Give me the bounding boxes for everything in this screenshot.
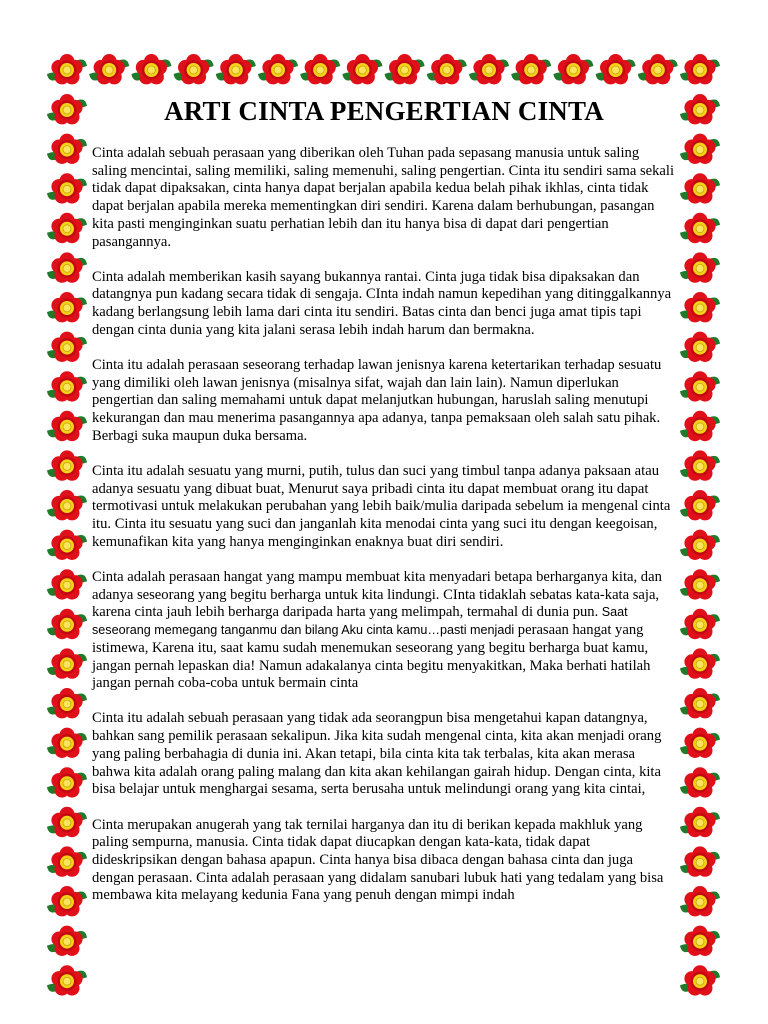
red-flower-icon (47, 292, 87, 322)
red-flower-icon (680, 728, 720, 758)
red-flower-icon (47, 332, 87, 362)
red-flower-icon (174, 54, 214, 84)
red-flower-icon (47, 134, 87, 164)
document-body (92, 93, 676, 923)
red-flower-icon (553, 54, 593, 84)
red-flower-icon (680, 886, 720, 916)
red-flower-icon (680, 54, 720, 84)
red-flower-icon (47, 54, 87, 84)
paragraph-5-sans-text: Saat seseorang memegang tanganmu dan bilang Aku cinta kamu…pasti menjadi (92, 605, 628, 638)
paragraph-5-tail-text: perasaan hangat yang istimewa, Karena itu, saat kamu sudah menemukan seseorang yang begitu berharga buat kamu, jangan pernah lepaskan dia! Namun adakalanya cinta begitu menyakitkan, Maka berhati hatilah jangan pernah coba-coba untuk bermain cinta (92, 622, 651, 692)
red-flower-icon (47, 490, 87, 520)
red-flower-icon (47, 767, 87, 797)
red-flower-icon (47, 965, 87, 995)
red-flower-icon (47, 252, 87, 282)
red-flower-icon (216, 54, 256, 84)
paragraph-6: Cinta itu adalah sebuah perasaan yang tidak ada seorangpun bisa mengetahui kapan datangnya, bahkan sang pemilik perasaan sekalipun. Jika kita sudah mengenal cinta, kita akan menjadi orang yang paling berbahagia di dunia ini. Akan tetapi, bila cinta kita tak terbalas, kita akan merasa bahwa kita adalah orang paling malang dan kita akan kehilangan gairah hidup. Dengan cinta, kita bisa belajar untuk menghargai sesama, serta berusaha untuk melindungi orang yang kita cintai, (92, 710, 662, 798)
red-flower-icon (680, 648, 720, 678)
paragraph-7: Cinta merupakan anugerah yang tak ternilai harganya dan itu di berikan kepada makhluk yang paling sempurna, manusia. Cinta tidak dapat diucapkan dengan kata-kata, tidak dapat dideskripsikan dengan bahasa apapun. Cinta hanya bisa dibaca dengan bahasa cinta dan juga dengan perasaan. Cinta adalah perasaan yang didalam sanubari lubuk hati yang tedalam yang bisa membawa kita melayang kedunia Fana yang penuh dengan mimpi indah (92, 816, 664, 904)
red-flower-icon (680, 965, 720, 995)
red-flower-icon (680, 688, 720, 718)
page-title: ARTI CINTA PENGERTIAN CINTA (164, 96, 604, 126)
red-flower-icon (511, 54, 551, 84)
red-flower-icon (680, 292, 720, 322)
red-flower-icon (47, 807, 87, 837)
red-flower-icon (47, 648, 87, 678)
red-flower-icon (47, 213, 87, 243)
red-flower-icon (680, 846, 720, 876)
red-flower-icon (300, 54, 340, 84)
red-flower-icon (680, 371, 720, 401)
red-flower-icon (680, 807, 720, 837)
red-flower-icon (680, 926, 720, 956)
paragraph-5-text: Cinta adalah perasaan hangat yang mampu membuat kita menyadari betapa berharganya kita, dan adanya seseorang yang begitu berharga untuk kita lindungi. CInta tidaklah sebatas kata-kata saja, karena cinta jauh lebih berharga daripada harta yang melimpah, termahal di dunia pun. (92, 569, 662, 621)
paragraph-4: Cinta itu adalah sesuatu yang murni, putih, tulus dan suci yang timbul tanpa adanya paksaan atau adanya sesuatu yang dibuat buat, Menurut saya pribadi cinta itu dapat membuat orang itu dapat termotivasi untuk melakukan perubahan yang lebih baik/mulia daripada sebelum ia mengenal cinta itu. Cinta itu sesuatu yang suci dan janganlah kita menodai cinta yang suci itu dengan keegoisan, kemunafikan kita yang hanya menginginkan enaknya buat diri sendiri. (92, 463, 671, 550)
red-flower-icon (47, 926, 87, 956)
red-flower-icon (47, 450, 87, 480)
paragraph-5 (92, 569, 676, 693)
paragraph-1: Cinta adalah sebuah perasaan yang diberikan oleh Tuhan pada sepasang manusia untuk saling saling mencintai, saling memiliki, saling memenuhi, saling pengertian. Cinta itu sendiri sama sekali tidak dapat dipaksakan, cinta hanya dapat berjalan apabila kedua belah pihak ikhlas, cinta tidak dapat berjalan apabila mereka mementingkan diri sendiri. Karena dalam berhubungan, pasangan kita pasti menginginkan suatu perhatian lebih dan itu hanya bisa di dapat dari pengertian pasangannya. (92, 145, 675, 250)
red-flower-icon (258, 54, 298, 84)
red-flower-icon (680, 252, 720, 282)
red-flower-icon (47, 530, 87, 560)
red-flower-icon (47, 94, 87, 124)
red-flower-icon (680, 94, 720, 124)
red-flower-icon (47, 173, 87, 203)
red-flower-icon (680, 450, 720, 480)
paragraph-3: Cinta itu adalah perasaan seseorang terhadap lawan jenisnya karena ketertarikan terhadap sesuatu yang dimiliki oleh lawan jenisnya (misalnya sifat, wajah dan lain lain). Namun diperlukan pengertian dan saling memahami untuk dapat melanjutkan hubungan, haruslah saling menutupi kekurangan dan mau menerima pasangannya apa adanya, tanpa pemaksaan oleh salah satu pihak. Berbagi suka maupun duka bersama. (92, 357, 662, 444)
red-flower-icon (47, 371, 87, 401)
red-flower-icon (89, 54, 129, 84)
red-flower-icon (342, 54, 382, 84)
red-flower-icon (680, 134, 720, 164)
red-flower-icon (680, 530, 720, 560)
red-flower-icon (47, 569, 87, 599)
red-flower-icon (47, 728, 87, 758)
paragraph-2: Cinta adalah memberikan kasih sayang bukannya rantai. Cinta juga tidak bisa dipaksakan dan datangnya pun kadang secara tidak di sengaja. CInta indah namun kepedihan yang ditinggalkannya kadang berlangsung lebih lama dari cinta itu sendiri. Batas cinta dan benci juga amat tipis tapi dengan cinta dunia yang kita jalani serasa lebih indah harum dan bermakna. (92, 268, 672, 338)
red-flower-icon (680, 767, 720, 797)
red-flower-icon (680, 173, 720, 203)
red-flower-icon (47, 886, 87, 916)
red-flower-icon (680, 609, 720, 639)
red-flower-icon (47, 411, 87, 441)
red-flower-icon (427, 54, 467, 84)
red-flower-icon (638, 54, 678, 84)
red-flower-icon (47, 688, 87, 718)
red-flower-icon (131, 54, 171, 84)
red-flower-icon (469, 54, 509, 84)
red-flower-icon (680, 490, 720, 520)
red-flower-icon (596, 54, 636, 84)
red-flower-icon (680, 569, 720, 599)
red-flower-icon (680, 213, 720, 243)
red-flower-icon (680, 332, 720, 362)
red-flower-icon (47, 846, 87, 876)
red-flower-icon (385, 54, 425, 84)
red-flower-icon (680, 411, 720, 441)
red-flower-icon (47, 609, 87, 639)
